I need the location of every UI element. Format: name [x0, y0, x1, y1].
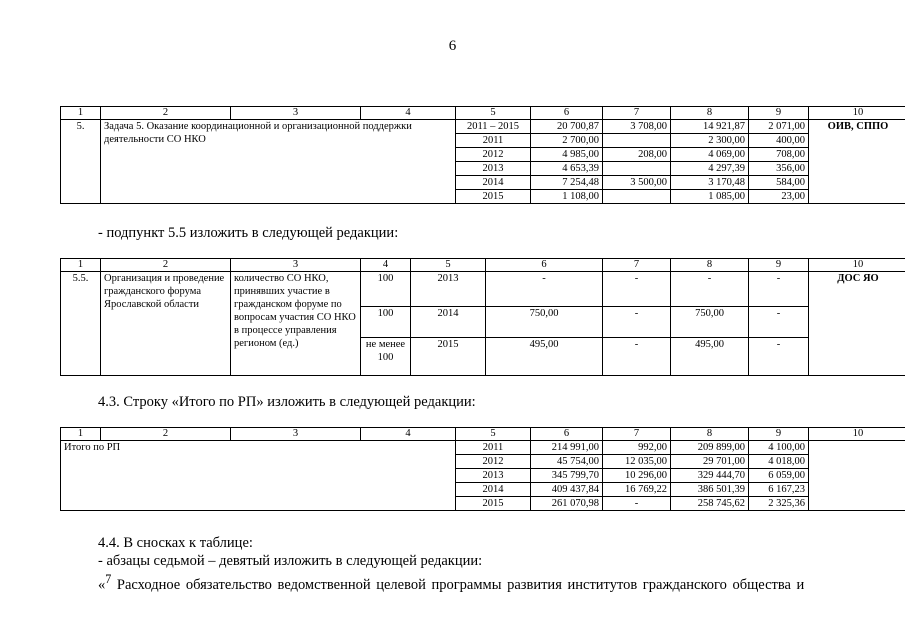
header-cell: 9 [749, 259, 809, 272]
header-cell: 7 [603, 428, 671, 441]
value-cell: 3 500,00 [603, 176, 671, 190]
value-cell: 750,00 [486, 307, 603, 338]
value-cell: 1 085,00 [671, 190, 749, 204]
header-cell: 7 [603, 107, 671, 120]
value-cell: 400,00 [749, 134, 809, 148]
value-cell: 20 700,87 [531, 120, 603, 134]
year-cell: 2011 [456, 134, 531, 148]
row-number: 5.5. [61, 272, 101, 376]
header-cell: 8 [671, 107, 749, 120]
table-total-rp [60, 427, 905, 511]
executor-cell: ДОС ЯО [809, 272, 905, 376]
year-cell: 2013 [456, 469, 531, 483]
target-value: 100 [361, 307, 411, 338]
header-cell: 6 [531, 107, 603, 120]
value-cell: 209 899,00 [671, 441, 749, 455]
total-label: Итого по РП [61, 441, 456, 511]
year-cell: 2011 [456, 441, 531, 455]
header-cell: 7 [603, 259, 671, 272]
header-cell: 1 [61, 107, 101, 120]
header-cell: 10 [809, 259, 905, 272]
table-row [61, 272, 905, 307]
value-cell: 708,00 [749, 148, 809, 162]
year-cell: 2011 – 2015 [456, 120, 531, 134]
footnote-text: Расходное обязательство ведомственной целевой программы развития институтов гражданского общества и [111, 576, 805, 593]
executor-cell: ОИВ, СППО [809, 120, 905, 204]
year-cell: 2014 [456, 483, 531, 497]
year-cell: 2012 [456, 148, 531, 162]
header-cell: 10 [809, 428, 905, 441]
value-cell: 14 921,87 [671, 120, 749, 134]
header-cell: 6 [531, 428, 603, 441]
value-cell: 4 653,39 [531, 162, 603, 176]
value-cell: 3 170,48 [671, 176, 749, 190]
footnote-marker: 7 [105, 572, 112, 586]
year-cell: 2013 [456, 162, 531, 176]
value-cell: 409 437,84 [531, 483, 603, 497]
header-cell: 2 [101, 107, 231, 120]
header-cell: 9 [749, 107, 809, 120]
value-cell [603, 190, 671, 204]
paragraph-4-4: 4.4. В сносках к таблице: [98, 535, 253, 551]
table-row [61, 120, 905, 134]
value-cell: 2 700,00 [531, 134, 603, 148]
value-cell: 345 799,70 [531, 469, 603, 483]
year-cell: 2014 [411, 307, 486, 338]
value-cell: 2 071,00 [749, 120, 809, 134]
year-cell: 2015 [456, 497, 531, 511]
year-cell: 2013 [411, 272, 486, 307]
value-cell: - [603, 338, 671, 376]
event-name: Организация и проведение гражданского форума Ярославской области [101, 272, 231, 376]
value-cell: 1 108,00 [531, 190, 603, 204]
value-cell: 495,00 [486, 338, 603, 376]
value-cell: 6 167,23 [749, 483, 809, 497]
header-cell: 3 [231, 107, 361, 120]
value-cell: 750,00 [671, 307, 749, 338]
value-cell: 356,00 [749, 162, 809, 176]
paragraph-4-3: 4.3. Строку «Итого по РП» изложить в следующей редакции: [98, 394, 476, 410]
value-cell: 4 100,00 [749, 441, 809, 455]
header-cell: 5 [411, 259, 486, 272]
header-cell: 3 [231, 428, 361, 441]
value-cell: - [486, 272, 603, 307]
header-cell: 5 [456, 428, 531, 441]
header-cell: 4 [361, 428, 456, 441]
header-cell: 10 [809, 107, 905, 120]
value-cell: - [749, 307, 809, 338]
header-cell: 8 [671, 259, 749, 272]
header-cell: 6 [486, 259, 603, 272]
year-cell: 2014 [456, 176, 531, 190]
table-item-5-5 [60, 258, 905, 376]
value-cell: - [671, 272, 749, 307]
open-quote: « [98, 576, 106, 593]
value-cell: 214 991,00 [531, 441, 603, 455]
value-cell: 992,00 [603, 441, 671, 455]
value-cell [603, 134, 671, 148]
value-cell: - [603, 272, 671, 307]
value-cell: 4 069,00 [671, 148, 749, 162]
value-cell: 208,00 [603, 148, 671, 162]
year-cell: 2015 [411, 338, 486, 376]
indicator-name: количество СО НКО, принявших участие в гражданском форуме по вопросам участия СО НКО в процессе управления регионом (ед.) [231, 272, 361, 376]
header-cell: 4 [361, 107, 456, 120]
header-cell: 2 [101, 428, 231, 441]
value-cell: 16 769,22 [603, 483, 671, 497]
value-cell: - [749, 338, 809, 376]
header-cell: 1 [61, 428, 101, 441]
paragraph-footnote-7 [98, 571, 848, 593]
value-cell: 4 985,00 [531, 148, 603, 162]
value-cell: 7 254,48 [531, 176, 603, 190]
table-row [61, 441, 905, 455]
value-cell: 584,00 [749, 176, 809, 190]
value-cell: 12 035,00 [603, 455, 671, 469]
table-header-row [61, 259, 905, 272]
value-cell: 495,00 [671, 338, 749, 376]
value-cell: 386 501,39 [671, 483, 749, 497]
value-cell: 10 296,00 [603, 469, 671, 483]
value-cell: 329 444,70 [671, 469, 749, 483]
value-cell: 2 325,36 [749, 497, 809, 511]
value-cell: 23,00 [749, 190, 809, 204]
target-value: не менее 100 [361, 338, 411, 376]
header-cell: 1 [61, 259, 101, 272]
target-value: 100 [361, 272, 411, 307]
value-cell: 2 300,00 [671, 134, 749, 148]
executor-cell [809, 441, 905, 511]
paragraph-paragraphs-7-9: - абзацы седьмой – девятый изложить в следующей редакции: [98, 553, 483, 569]
table-header-row [61, 428, 905, 441]
value-cell [603, 162, 671, 176]
table-header-row [61, 107, 905, 120]
value-cell: 29 701,00 [671, 455, 749, 469]
value-cell: 4 297,39 [671, 162, 749, 176]
value-cell: 3 708,00 [603, 120, 671, 134]
value-cell: 45 754,00 [531, 455, 603, 469]
header-cell: 8 [671, 428, 749, 441]
value-cell: - [603, 497, 671, 511]
value-cell: - [749, 272, 809, 307]
page-number: 6 [448, 38, 457, 54]
year-cell: 2012 [456, 455, 531, 469]
row-number: 5. [61, 120, 101, 204]
value-cell: 261 070,98 [531, 497, 603, 511]
header-cell: 3 [231, 259, 361, 272]
year-cell: 2015 [456, 190, 531, 204]
header-cell: 4 [361, 259, 411, 272]
value-cell: 6 059,00 [749, 469, 809, 483]
value-cell: - [603, 307, 671, 338]
header-cell: 5 [456, 107, 531, 120]
paragraph-subitem-5-5: - подпункт 5.5 изложить в следующей редакции: [98, 225, 399, 241]
value-cell: 4 018,00 [749, 455, 809, 469]
value-cell: 258 745,62 [671, 497, 749, 511]
table-task-5 [60, 106, 905, 204]
task-name: Задача 5. Оказание координационной и организационной поддержки деятельности СО НКО [101, 120, 456, 204]
header-cell: 2 [101, 259, 231, 272]
header-cell: 9 [749, 428, 809, 441]
